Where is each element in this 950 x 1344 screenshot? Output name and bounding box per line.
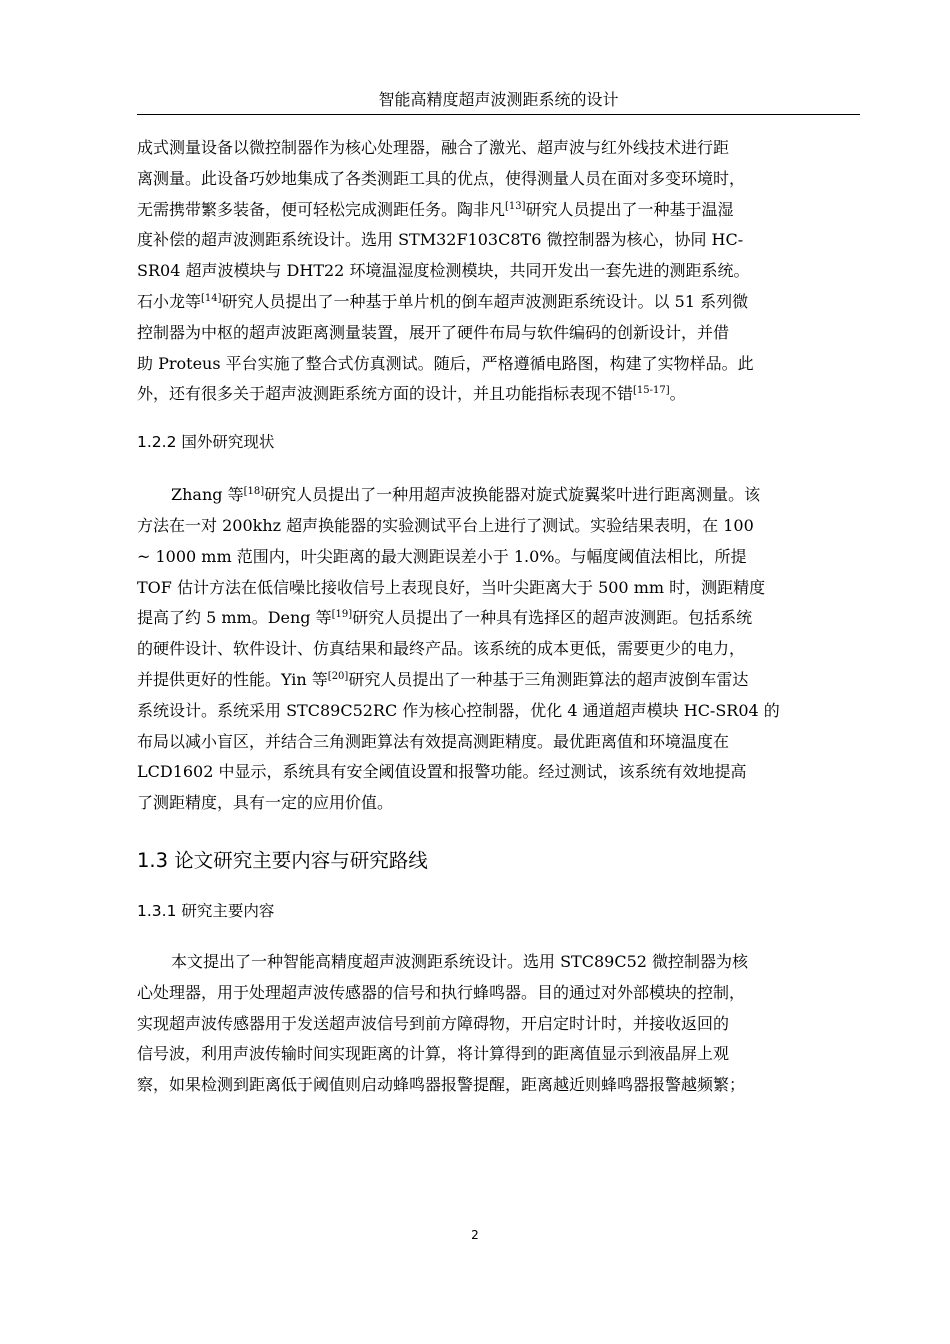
text-line: 实现超声波传感器用于发送超声波信号到前方障碍物，开启定时计时，并接收返回的 <box>137 1013 730 1033</box>
text-line: ~ 1000 mm 范围内，叶尖距离的最大测距误差小于 1.0%。与幅度阈值法相比，所提 <box>137 546 747 566</box>
text-run: 外，还有很多关于超声波测距系统方面的设计，并且功能指标表现不错 <box>137 384 634 404</box>
section-heading-1-3: 1.3 论文研究主要内容与研究路线 <box>137 848 428 872</box>
paragraph-main-content <box>137 947 854 1101</box>
citation: [13] <box>505 200 526 212</box>
text-line: 离测量。此设备巧妙地集成了各类测距工具的优点，使得测量人员在面对多变环境时， <box>137 168 746 188</box>
section-heading-1-2-2: 1.2.2 国外研究现状 <box>137 433 275 452</box>
text-line: 助 Proteus 平台实施了整合式仿真测试。随后，严格遵循电路图，构建了实物样品。此 <box>137 353 754 373</box>
text-run: 研究人员提出了一种基于温湿 <box>525 199 734 219</box>
page-body <box>137 133 854 1101</box>
text-run: 研究人员提出了一种具有选择区的超声波测距。包括系统 <box>352 608 753 628</box>
text-line: 控制器为中枢的超声波距离测量装置，展开了硬件布局与软件编码的创新设计，并借 <box>137 322 730 342</box>
text-line <box>137 379 854 410</box>
text-run: 无需携带繁多装备，便可轻松完成测距任务。陶非凡 <box>137 199 506 219</box>
citation: [20] <box>327 670 349 682</box>
text-line: 的硬件设计、软件设计、仿真结果和最终产品。该系统的成本更低，需要更少的电力， <box>137 639 746 659</box>
text-line: 信号波，利用声波传输时间实现距离的计算，将计算得到的距离值显示到液晶屏上观 <box>137 1044 730 1064</box>
text-line: 系统设计。系统采用 STC89C52RC 作为核心控制器，优化 4 通道超声模块 HC-SR04 的 <box>137 700 780 720</box>
paragraph-domestic-research <box>137 133 854 410</box>
text-line <box>137 665 854 696</box>
citation: [14] <box>201 292 222 304</box>
section-heading-1-3-1: 1.3.1 研究主要内容 <box>137 901 275 920</box>
text-line: 布局以减小盲区，并结合三角测距算法有效提高测距精度。最优距离值和环境温度在 <box>137 731 730 751</box>
text-line: 成式测量设备以微控制器作为核心处理器，融合了激光、超声波与红外线技术进行距 <box>137 138 730 157</box>
text-line: 方法在一对 200khz 超声换能器的实验测试平台上进行了测试。实验结果表明，在 100 <box>137 515 754 535</box>
page-number: 2 <box>471 1228 479 1242</box>
text-line <box>137 480 854 511</box>
header-rule <box>137 114 860 115</box>
text-run: 并提供更好的性能。Yin 等 <box>137 669 328 689</box>
citation: [19] <box>331 609 353 621</box>
text-run: Zhang 等 <box>171 485 244 505</box>
text-run: 提高了约 5 mm。Deng 等 <box>137 608 332 628</box>
text-line <box>137 287 854 318</box>
text-line <box>137 603 854 634</box>
text-run: 。 <box>669 384 686 404</box>
text-line: 了测距精度，具有一定的应用价值。 <box>137 793 394 813</box>
text-line: SR04 超声波模块与 DHT22 环境温湿度检测模块，共同开发出一套先进的测距系统。 <box>137 261 750 281</box>
text-run: 研究人员提出了一种用超声波换能器对旋式旋翼桨叶进行距离测量。该 <box>264 485 761 505</box>
text-line: LCD1602 中显示，系统具有安全阈值设置和报警功能。经过测试，该系统有效地提高 <box>137 762 747 782</box>
text-run: 石小龙等 <box>137 291 202 311</box>
citation: [18] <box>243 486 265 498</box>
citation: [15-17] <box>633 385 670 397</box>
text-run: 研究人员提出了一种基于单片机的倒车超声波测距系统设计。以 51 系列微 <box>221 291 749 311</box>
text-line: 察，如果检测到距离低于阈值则启动蜂鸣器报警提醒，距离越近则蜂鸣器报警越频繁； <box>137 1075 746 1095</box>
paragraph-foreign-research <box>137 480 854 819</box>
text-line: 本文提出了一种智能高精度超声波测距系统设计。选用 STC89C52 微控制器为核 <box>171 951 749 971</box>
text-run: 研究人员提出了一种基于三角测距算法的超声波倒车雷达 <box>348 669 749 689</box>
running-header: 智能高精度超声波测距系统的设计 <box>378 90 619 109</box>
text-line: 心处理器，用于处理超声波传感器的信号和执行蜂鸣器。目的通过对外部模块的控制， <box>137 982 746 1002</box>
text-line: TOF 估计方法在低信噪比接收信号上表现良好，当叶尖距离大于 500 mm 时，测距精度 <box>137 577 766 597</box>
text-line <box>137 195 854 226</box>
text-line: 度补偿的超声波测距系统设计。选用 STM32F103C8T6 微控制器为核心，协同 HC- <box>137 230 744 250</box>
